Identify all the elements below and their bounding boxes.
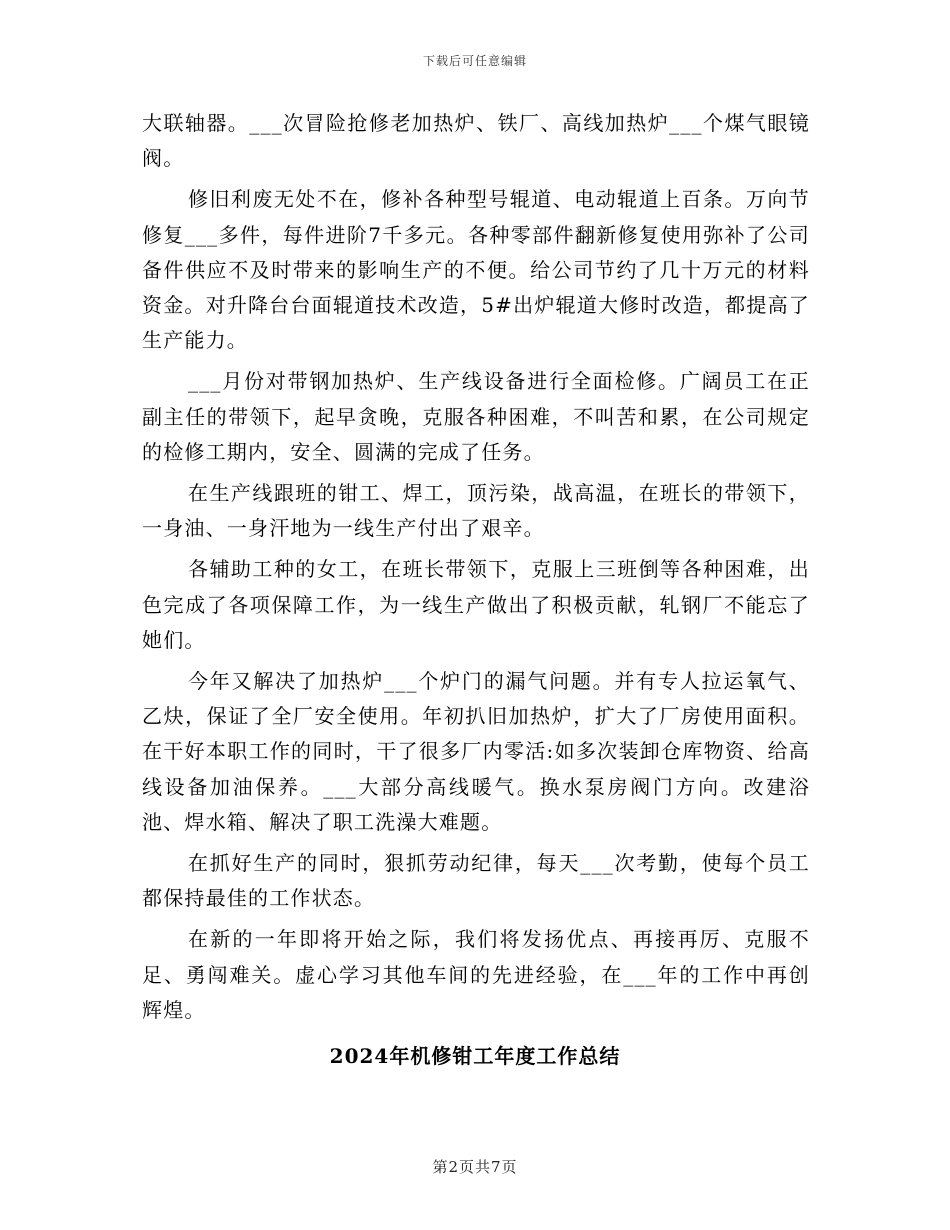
paragraph-3: ___月份对带钢加热炉、生产线设备进行全面检修。广阔员工在正副主任的带领下，起早贪晚，克服各种困难，不叫苦和累，在公司规定的检修工期内，安全、圆满的完成了任务。 <box>142 369 810 464</box>
paragraph-6: 今年又解决了加热炉___个炉门的漏气问题。并有专人拉运氧气、乙炔，保证了全厂安全使用。年初扒旧加热炉，扩大了厂房使用面积。在干好本职工作的同时，干了很多厂内零活:如多次装卸仓库物资、给高线设备加油保养。___大部分高线暖气。换水泵房阀门方向。改建浴池、焊水箱、解决了职工洗澡大难题。 <box>142 669 810 834</box>
page-header: 下载后可任意编辑 <box>422 54 527 68</box>
document-body <box>142 106 810 1034</box>
paragraph-5: 各辅助工种的女工，在班长带领下，克服上三班倒等各种困难，出色完成了各项保障工作，为一线生产做出了积极贡献，轧钢厂不能忘了她们。 <box>142 557 810 652</box>
paragraph-4: 在生产线跟班的钳工、焊工，顶污染，战高温，在班长的带领下，一身油、一身汗地为一线生产付出了艰辛。 <box>142 481 810 541</box>
page-footer: 第2页共7页 <box>432 1158 518 1176</box>
paragraph-7: 在抓好生产的同时，狠抓劳动纪律，每天___次考勤，使每个员工都保持最佳的工作状态。 <box>142 851 810 911</box>
section-title: 2024年机修钳工年度工作总结 <box>329 1044 621 1068</box>
paragraph-8: 在新的一年即将开始之际，我们将发扬优点、再接再厉、克服不足、勇闯难关。虚心学习其他车间的先进经验，在___年的工作中再创辉煌。 <box>142 927 810 1022</box>
paragraph-2: 修旧利废无处不在，修补各种型号辊道、电动辊道上百条。万向节修复___多件，每件进阶7千多元。各种零部件翻新修复使用弥补了公司备件供应不及时带来的影响生产的不便。给公司节约了几十万元的材料资金。对升降台台面辊道技术改造，5#出炉辊道大修时改造，都提高了生产能力。 <box>142 187 810 353</box>
paragraph-1: 大联轴器。___次冒险抢修老加热炉、铁厂、高线加热炉___个煤气眼镜阀。 <box>142 111 810 171</box>
